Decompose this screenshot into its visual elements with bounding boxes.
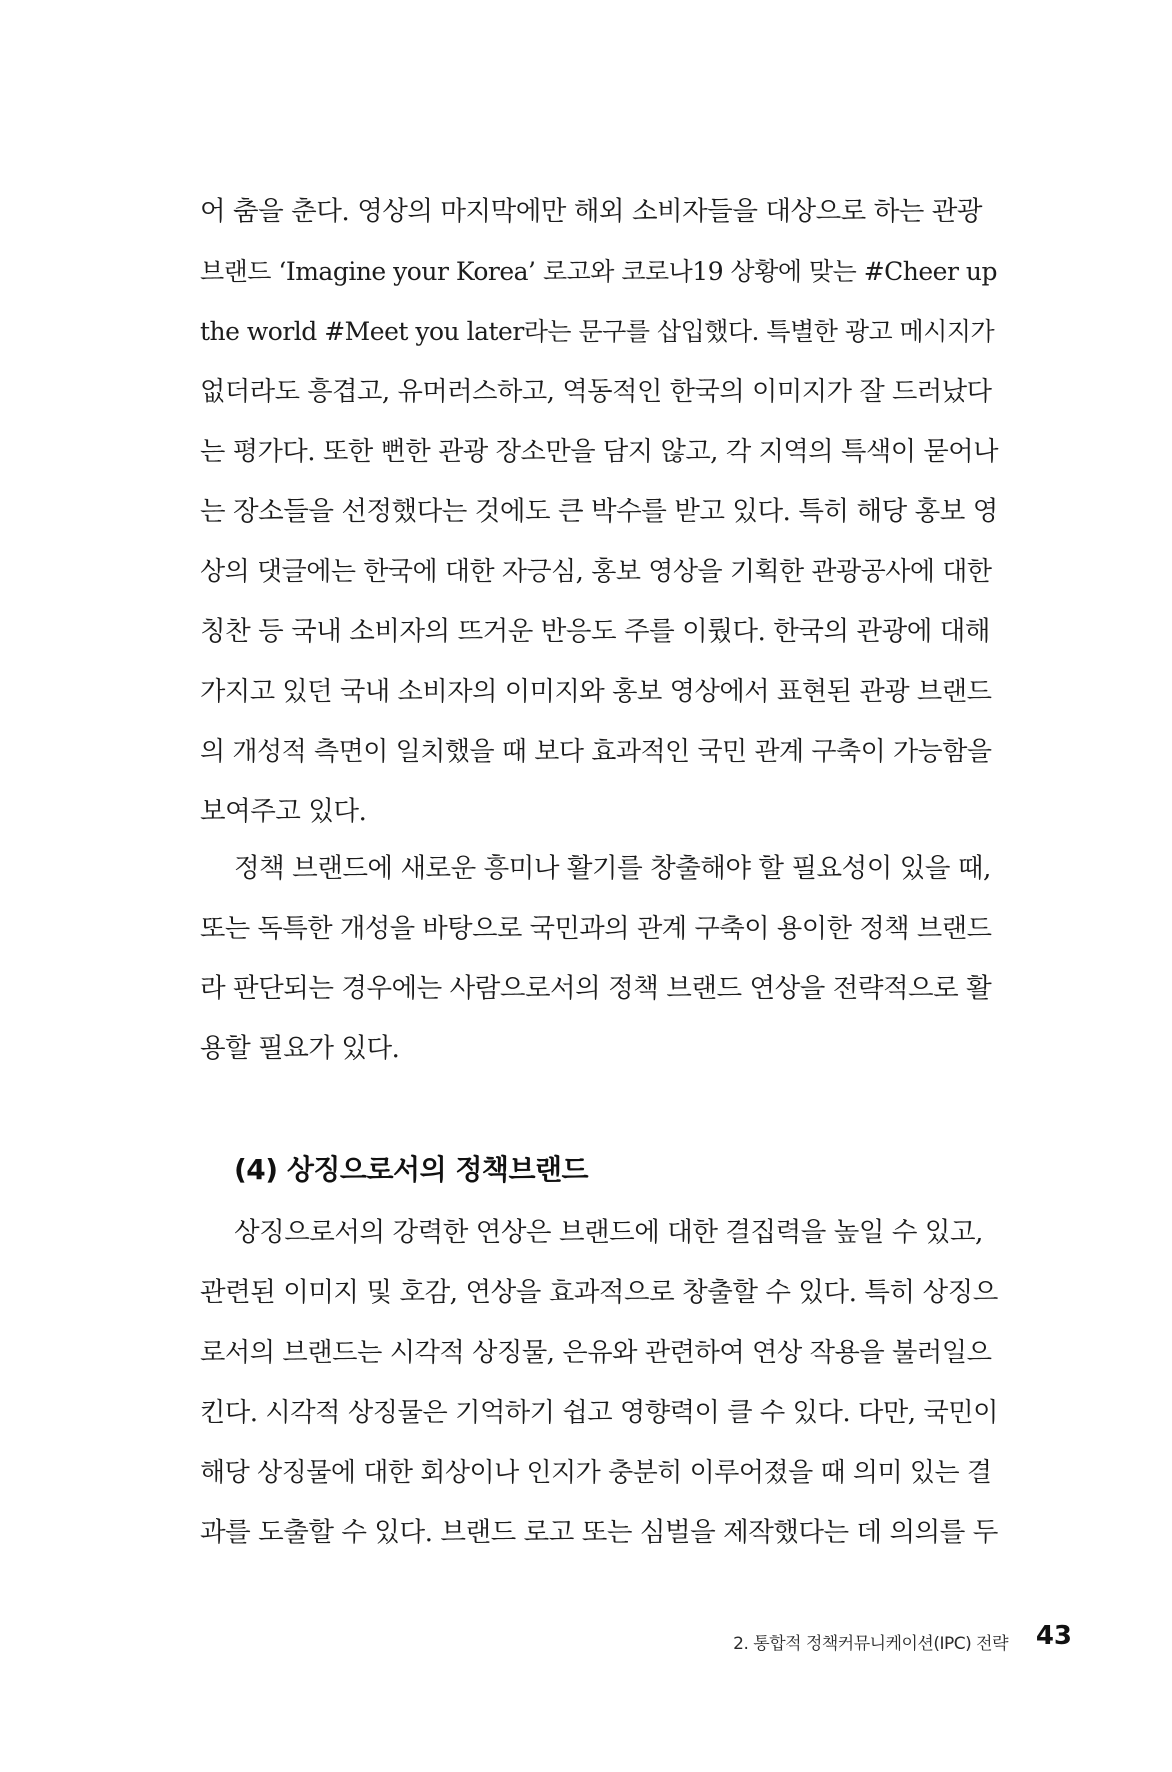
text-line: the world #Meet you later라는 문구를 삽입했다. 특별한 광고 메시지가: [200, 317, 995, 346]
text-line: 라 판단되는 경우에는 사람으로서의 정책 브랜드 연상을 전략적으로 활: [200, 973, 992, 1004]
page-number: 43: [1035, 1621, 1072, 1651]
text-line: 는 장소들을 선정했다는 것에도 큰 박수를 받고 있다. 특히 해당 홍보 영: [200, 496, 998, 527]
text-line: 상의 댓글에는 한국에 대한 자긍심, 홍보 영상을 기획한 관광공사에 대한: [200, 557, 992, 587]
body-paragraph: [200, 839, 998, 1079]
text-line: 또는 독특한 개성을 바탕으로 국민과의 관계 구축이 용이한 정책 브랜드: [200, 914, 992, 944]
text-line: 칭찬 등 국내 소비자의 뜨거운 반응도 주를 이뤘다. 한국의 관광에 대해: [200, 616, 990, 647]
text-line: 해당 상징물에 대한 회상이나 인지가 충분히 이루어졌을 때 의미 있는 결: [200, 1458, 992, 1488]
page-footer: [0, 1621, 1172, 1661]
text-line: 과를 도출할 수 있다. 브랜드 로고 또는 심벌을 제작했다는 데 의의를 두: [200, 1517, 998, 1548]
body-paragraph: [200, 1203, 998, 1563]
text-line: 어 춤을 춘다. 영상의 마지막에만 해외 소비자들을 대상으로 하는 관광: [200, 196, 983, 227]
body-paragraph: [200, 182, 998, 842]
section-heading: (4) 상징으로서의 정책브랜드: [234, 1153, 589, 1186]
text-line: 상징으로서의 강력한 연상은 브랜드에 대한 결집력을 높일 수 있고,: [234, 1217, 983, 1248]
text-line: 브랜드 ‘Imagine your Korea’ 로고와 코로나19 상황에 맞는 #Cheer up: [200, 257, 997, 286]
text-line: 는 평가다. 또한 뻔한 관광 장소만을 담지 않고, 각 지역의 특색이 묻어나: [200, 437, 998, 467]
text-line: 정책 브랜드에 새로운 흥미나 활기를 창출해야 할 필요성이 있을 때,: [234, 853, 991, 884]
running-title: 2. 통합적 정책커뮤니케이션(IPC) 전략: [733, 1634, 1008, 1654]
text-line: 용할 필요가 있다.: [200, 1033, 400, 1064]
text-line: 보여주고 있다.: [200, 796, 367, 827]
text-line: 없더라도 흥겹고, 유머러스하고, 역동적인 한국의 이미지가 잘 드러났다: [200, 377, 992, 407]
text-line: 킨다. 시각적 상징물은 기억하기 쉽고 영향력이 클 수 있다. 다만, 국민이: [200, 1398, 998, 1428]
text-line: 관련된 이미지 및 호감, 연상을 효과적으로 창출할 수 있다. 특히 상징으: [200, 1277, 998, 1308]
text-line: 로서의 브랜드는 시각적 상징물, 은유와 관련하여 연상 작용을 불러일으: [200, 1338, 992, 1368]
text-line: 의 개성적 측면이 일치했을 때 보다 효과적인 국민 관계 구축이 가능함을: [200, 737, 992, 767]
text-line: 가지고 있던 국내 소비자의 이미지와 홍보 영상에서 표현된 관광 브랜드: [200, 677, 992, 707]
